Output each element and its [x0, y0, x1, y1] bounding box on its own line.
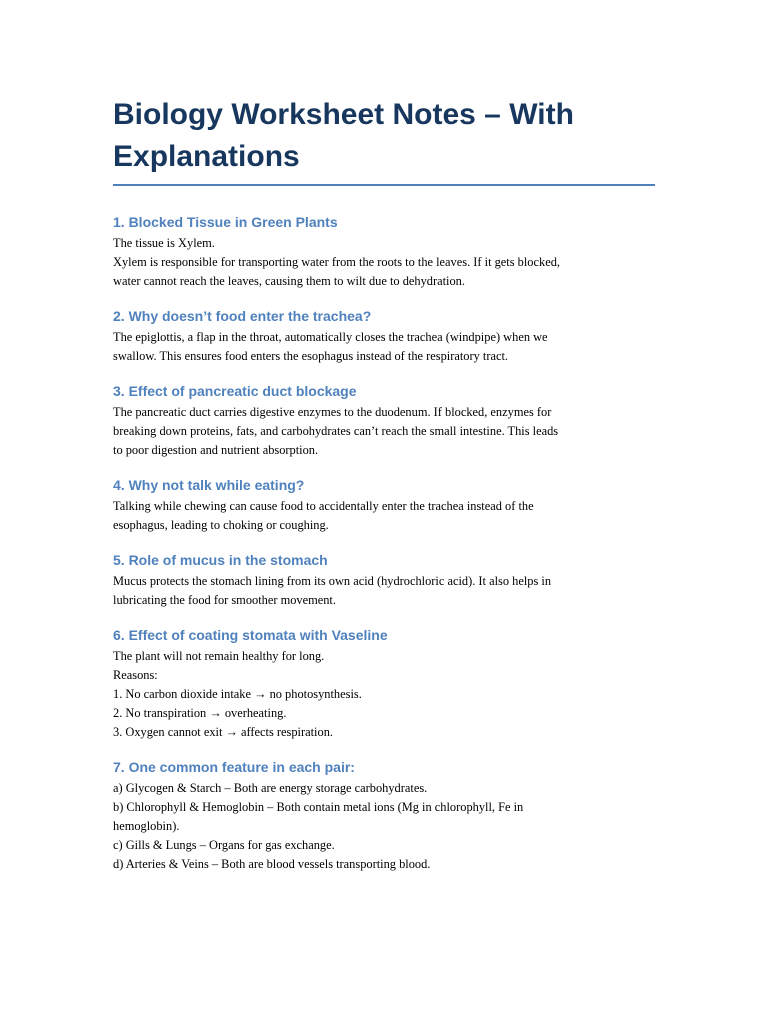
section-4 [113, 475, 655, 535]
body-text-line: The epiglottis, a flap in the throat, automatically closes the trachea (windpipe) when we [113, 330, 548, 344]
section-1 [113, 212, 655, 291]
section-7 [113, 757, 655, 874]
body-text-line: d) Arteries & Veins – Both are blood vessels transporting blood. [113, 857, 431, 871]
body-text-line: Talking while chewing can cause food to accidentally enter the trachea instead of the [113, 499, 534, 513]
document-page [113, 94, 655, 874]
body-text-line: c) Gills & Lungs – Organs for gas exchange. [113, 838, 335, 852]
section-heading: 7. One common feature in each pair: [113, 759, 355, 775]
body-text-line: 2. No transpiration → overheating. [113, 706, 287, 720]
body-text-line: hemoglobin). [113, 819, 180, 833]
sections-container [113, 212, 655, 874]
body-text-line: b) Chlorophyll & Hemoglobin – Both contain metal ions (Mg in chlorophyll, Fe in [113, 800, 524, 814]
title-line-2: Explanations [113, 140, 300, 173]
body-text-line: Xylem is responsible for transporting water from the roots to the leaves. If it gets blocked, [113, 255, 560, 269]
body-text-line: 1. No carbon dioxide intake → no photosynthesis. [113, 687, 362, 701]
section-5 [113, 550, 655, 610]
title-line-1: Biology Worksheet Notes – With [113, 98, 574, 131]
body-text-line: to poor digestion and nutrient absorption. [113, 443, 319, 457]
body-text-line: swallow. This ensures food enters the esophagus instead of the respiratory tract. [113, 349, 509, 363]
body-text-line: esophagus, leading to choking or coughing. [113, 518, 329, 532]
section-2 [113, 306, 655, 366]
body-text-line: The pancreatic duct carries digestive enzymes to the duodenum. If blocked, enzymes for [113, 405, 552, 419]
section-heading: 4. Why not talk while eating? [113, 477, 305, 493]
section-6 [113, 625, 655, 742]
section-heading: 5. Role of mucus in the stomach [113, 552, 328, 568]
document-title [113, 94, 655, 186]
section-heading: 2. Why doesn’t food enter the trachea? [113, 308, 372, 324]
section-heading: 3. Effect of pancreatic duct blockage [113, 383, 357, 399]
body-text-line: Reasons: [113, 668, 158, 682]
body-text-line: 3. Oxygen cannot exit → affects respiration. [113, 725, 333, 739]
body-text-line: water cannot reach the leaves, causing them to wilt due to dehydration. [113, 274, 465, 288]
body-text-line: Mucus protects the stomach lining from its own acid (hydrochloric acid). It also helps in [113, 574, 552, 588]
body-text-line: breaking down proteins, fats, and carbohydrates can’t reach the small intestine. This leads [113, 424, 559, 438]
section-3 [113, 381, 655, 460]
body-text-line: a) Glycogen & Starch – Both are energy storage carbohydrates. [113, 781, 428, 795]
section-heading: 6. Effect of coating stomata with Vaseline [113, 627, 388, 643]
section-heading: 1. Blocked Tissue in Green Plants [113, 214, 338, 230]
body-text-line: lubricating the food for smoother movement. [113, 593, 336, 607]
body-text-line: The plant will not remain healthy for long. [113, 649, 325, 663]
body-text-line: The tissue is Xylem. [113, 236, 215, 250]
